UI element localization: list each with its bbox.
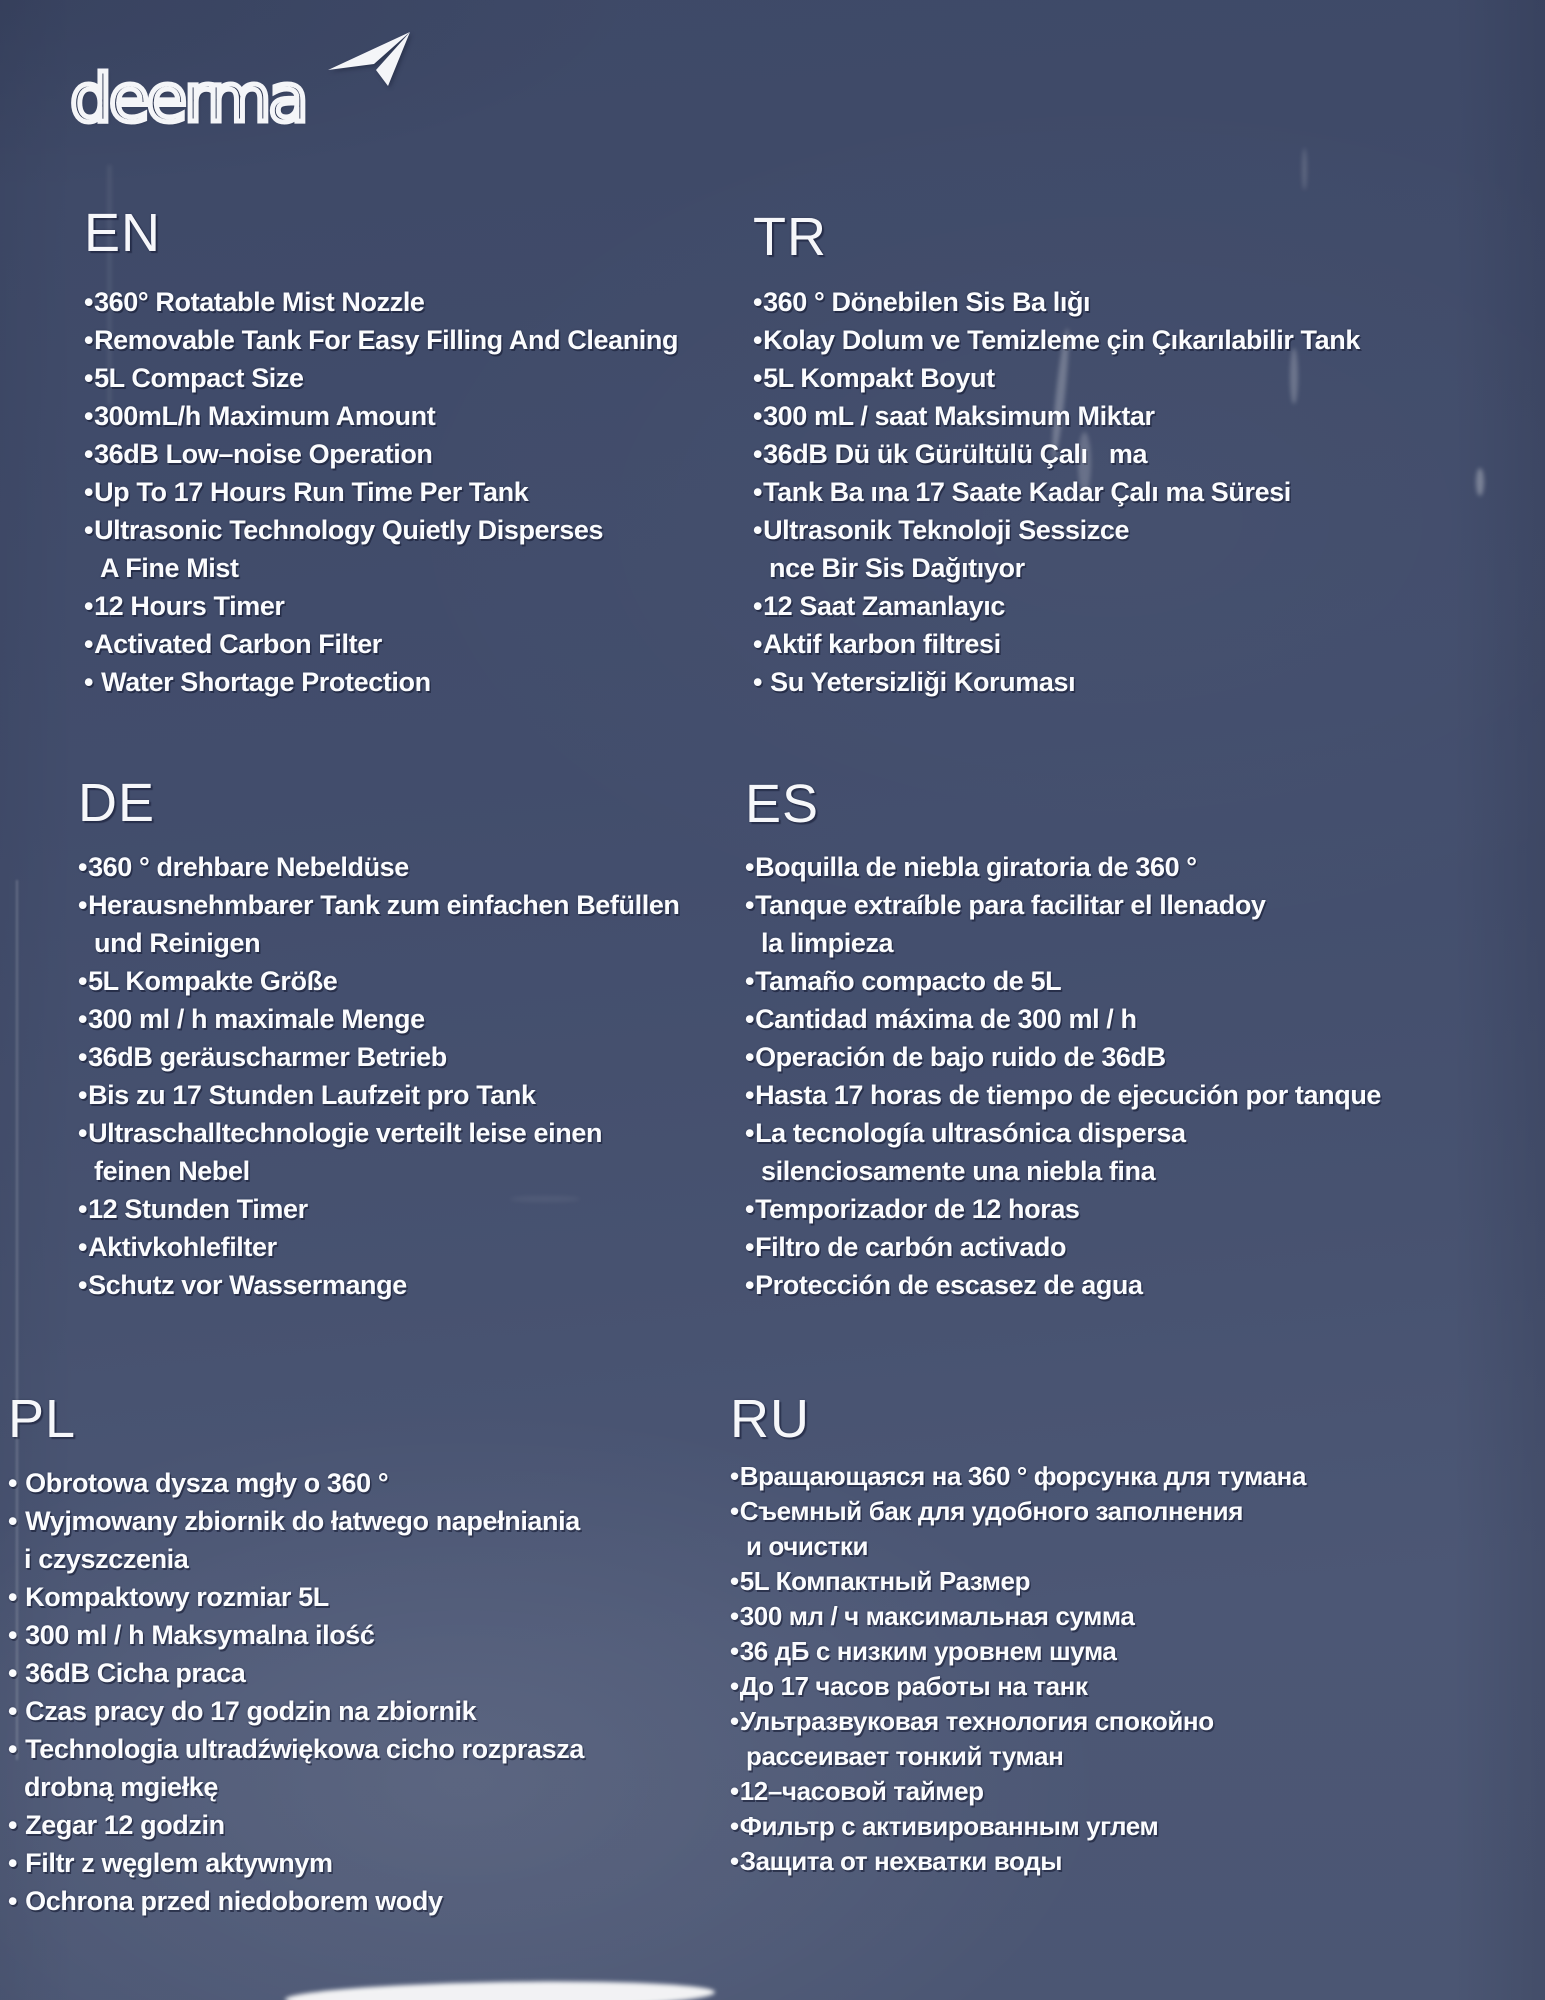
feature-line: •Hasta 17 horas de tiempo de ejecución por tanque bbox=[745, 1080, 1382, 1110]
bullet-icon: • bbox=[753, 363, 763, 393]
bullet-icon: • bbox=[730, 1706, 739, 1736]
feature-line: •Вращающаяся на 360 ° форсунка для тумана bbox=[730, 1461, 1307, 1491]
feature-line: и очистки bbox=[746, 1531, 869, 1561]
feature-line: •Защита от нехватки воды bbox=[730, 1846, 1063, 1876]
feature-line: •Boquilla de niebla giratoria de 360 ° bbox=[745, 852, 1197, 882]
bullet-icon: • bbox=[730, 1811, 739, 1841]
feature-line: •12 Saat Zamanlayıc bbox=[753, 591, 1006, 621]
bullet-icon: • bbox=[84, 325, 94, 355]
bullet-icon: • bbox=[78, 1194, 88, 1224]
section-heading-de: DE bbox=[78, 773, 156, 833]
feature-line: •12 Stunden Timer bbox=[78, 1194, 308, 1224]
feature-line: •Schutz vor Wassermange bbox=[78, 1270, 407, 1300]
bullet-icon: • bbox=[730, 1846, 739, 1876]
bullet-icon: • bbox=[730, 1636, 739, 1666]
deerma-logo bbox=[66, 44, 446, 144]
feature-line: •Filtro de carbón activado bbox=[745, 1232, 1067, 1262]
bullet-icon: • bbox=[78, 1080, 88, 1110]
scuff-mark bbox=[1302, 148, 1307, 190]
bullet-icon: • bbox=[84, 401, 94, 431]
bullet-icon: • bbox=[84, 515, 94, 545]
bullet-icon: • bbox=[753, 325, 763, 355]
feature-line: •Съемный бак для удобного заполнения bbox=[730, 1496, 1244, 1526]
feature-line: •300mL/h Maximum Amount bbox=[84, 401, 436, 431]
section-pl bbox=[8, 1389, 584, 1920]
feature-line: •5L Kompakte Größe bbox=[78, 966, 338, 996]
section-en bbox=[84, 203, 679, 701]
feature-line: silenciosamente una niebla fina bbox=[761, 1156, 1156, 1186]
bullet-icon: • bbox=[8, 1848, 18, 1878]
bullet-icon: • bbox=[84, 667, 94, 697]
bullet-icon: • bbox=[78, 1232, 88, 1262]
feature-line: •Aktif karbon filtresi bbox=[753, 629, 1001, 659]
bullet-icon: • bbox=[753, 401, 763, 431]
feature-line: •Operación de bajo ruido de 36dB bbox=[745, 1042, 1166, 1072]
bullet-icon: • bbox=[8, 1468, 18, 1498]
bullet-icon: • bbox=[78, 1042, 88, 1072]
bullet-icon: • bbox=[78, 852, 88, 882]
feature-line: •5L Kompakt Boyut bbox=[753, 363, 995, 393]
bullet-icon: • bbox=[84, 363, 94, 393]
bullet-icon: • bbox=[8, 1658, 18, 1688]
bullet-icon: • bbox=[753, 629, 763, 659]
bullet-icon: • bbox=[78, 1004, 88, 1034]
section-heading-ru: RU bbox=[730, 1389, 810, 1449]
bullet-icon: • bbox=[745, 1118, 755, 1148]
feature-line: •360° Rotatable Mist Nozzle bbox=[84, 287, 425, 317]
bullet-icon: • bbox=[8, 1506, 18, 1536]
bullet-icon: • bbox=[78, 890, 88, 920]
feature-line: •Tank Ba ına 17 Saate Kadar Çalı ma Süresi bbox=[753, 477, 1291, 507]
feature-line: •La tecnología ultrasónica dispersa bbox=[745, 1118, 1186, 1148]
feature-line: •Tamaño compacto de 5L bbox=[745, 966, 1062, 996]
feature-line: la limpieza bbox=[761, 928, 894, 958]
feature-line: •12–часовой таймер bbox=[730, 1776, 984, 1806]
feature-line: •300 мл / ч максимальная сумма bbox=[730, 1601, 1135, 1631]
feature-line: •Herausnehmbarer Tank zum einfachen Befüllen bbox=[78, 890, 680, 920]
feature-line: • Ochrona przed niedoborem wody bbox=[8, 1886, 443, 1916]
bullet-icon: • bbox=[8, 1810, 18, 1840]
bullet-icon: • bbox=[84, 591, 94, 621]
bullet-icon: • bbox=[78, 1118, 88, 1148]
feature-line: •Kolay Dolum ve Temizleme çin Çıkarılabilir Tank bbox=[753, 325, 1360, 355]
feature-list-ru bbox=[730, 1459, 1306, 1879]
feature-line: • Obrotowa dysza mgły o 360 ° bbox=[8, 1468, 389, 1498]
bullet-icon: • bbox=[745, 1080, 755, 1110]
bullet-icon: • bbox=[745, 852, 755, 882]
feature-line: •Tanque extraíble para facilitar el llenadoy bbox=[745, 890, 1266, 920]
bullet-icon: • bbox=[745, 890, 755, 920]
feature-line: •360 ° Dönebilen Sis Ba lığı bbox=[753, 287, 1091, 317]
feature-line: • Filtr z węglem aktywnym bbox=[8, 1848, 333, 1878]
feature-line: •До 17 часов работы на танк bbox=[730, 1671, 1088, 1701]
feature-line: drobną mgiełkę bbox=[24, 1772, 218, 1802]
bullet-icon: • bbox=[745, 1194, 755, 1224]
bullet-icon: • bbox=[730, 1601, 739, 1631]
feature-line: •Activated Carbon Filter bbox=[84, 629, 382, 659]
bullet-icon: • bbox=[745, 1270, 755, 1300]
bullet-icon: • bbox=[753, 515, 763, 545]
paper-plane-icon bbox=[328, 30, 412, 88]
logo-wordmark: deerma bbox=[70, 60, 306, 137]
section-heading-tr: TR bbox=[753, 207, 827, 267]
feature-line: • Water Shortage Protection bbox=[84, 667, 431, 697]
bullet-icon: • bbox=[745, 1042, 755, 1072]
feature-line: • Kompaktowy rozmiar 5L bbox=[8, 1582, 329, 1612]
feature-line: рассеивает тонкий туман bbox=[746, 1741, 1064, 1771]
section-heading-es: ES bbox=[745, 774, 820, 834]
bullet-icon: • bbox=[730, 1566, 739, 1596]
bullet-icon: • bbox=[753, 477, 763, 507]
feature-line: • Wyjmowany zbiornik do łatwego napełniania bbox=[8, 1506, 580, 1536]
feature-list-en bbox=[84, 283, 678, 701]
feature-line: •Up To 17 Hours Run Time Per Tank bbox=[84, 477, 529, 507]
feature-line: i czyszczenia bbox=[24, 1544, 189, 1574]
section-heading-pl: PL bbox=[8, 1389, 77, 1449]
bullet-icon: • bbox=[8, 1886, 18, 1916]
bullet-icon: • bbox=[730, 1671, 739, 1701]
feature-list-pl bbox=[8, 1464, 584, 1920]
bullet-icon: • bbox=[753, 439, 763, 469]
bullet-icon: • bbox=[753, 667, 763, 697]
feature-line: • Zegar 12 godzin bbox=[8, 1810, 225, 1840]
feature-line: •300 mL / saat Maksimum Miktar bbox=[753, 401, 1155, 431]
feature-line: •Ultrasonic Technology Quietly Disperses bbox=[84, 515, 604, 545]
bullet-icon: • bbox=[8, 1696, 18, 1726]
scuff-mark bbox=[1476, 468, 1484, 496]
section-heading-en: EN bbox=[84, 203, 162, 263]
bullet-icon: • bbox=[8, 1620, 18, 1650]
feature-list-de bbox=[78, 848, 680, 1304]
feature-line: •36 дБ с низким уровнем шума bbox=[730, 1636, 1117, 1666]
bullet-icon: • bbox=[730, 1496, 739, 1526]
feature-line: •36dB geräuscharmer Betrieb bbox=[78, 1042, 447, 1072]
feature-line: •36dB Dü ük Gürültülü Çalı ma bbox=[753, 439, 1148, 469]
feature-line: feinen Nebel bbox=[94, 1156, 250, 1186]
feature-line: •Фильтр с активированным углем bbox=[730, 1811, 1159, 1841]
feature-line: •36dB Low–noise Operation bbox=[84, 439, 433, 469]
feature-line: • 36dB Cicha praca bbox=[8, 1658, 246, 1688]
feature-line: •Temporizador de 12 horas bbox=[745, 1194, 1080, 1224]
section-es bbox=[745, 774, 1382, 1304]
feature-line: •Protección de escasez de agua bbox=[745, 1270, 1143, 1300]
bullet-icon: • bbox=[753, 591, 763, 621]
feature-line: • Czas pracy do 17 godzin na zbiornik bbox=[8, 1696, 477, 1726]
bullet-icon: • bbox=[78, 966, 88, 996]
feature-line: •Removable Tank For Easy Filling And Cleaning bbox=[84, 325, 679, 355]
section-tr bbox=[753, 207, 1360, 701]
section-de bbox=[78, 773, 680, 1304]
bullet-icon: • bbox=[753, 287, 763, 317]
feature-line: •Cantidad máxima de 300 ml / h bbox=[745, 1004, 1137, 1034]
feature-line: nce Bir Sis Dağıtıyor bbox=[769, 553, 1025, 583]
feature-line: •Ultraschalltechnologie verteilt leise einen bbox=[78, 1118, 603, 1148]
feature-line: • Technologia ultradźwiękowa cicho rozprasza bbox=[8, 1734, 584, 1764]
box-bottom-edge-highlight bbox=[285, 1978, 715, 2000]
feature-line: •300 ml / h maximale Menge bbox=[78, 1004, 425, 1034]
feature-line: • 300 ml / h Maksymalna ilość bbox=[8, 1620, 375, 1650]
bullet-icon: • bbox=[8, 1734, 18, 1764]
feature-line: •360 ° drehbare Nebeldüse bbox=[78, 852, 409, 882]
bullet-icon: • bbox=[84, 439, 94, 469]
bullet-icon: • bbox=[84, 287, 94, 317]
bullet-icon: • bbox=[78, 1270, 88, 1300]
feature-line: •5L Компактный Размер bbox=[730, 1566, 1031, 1596]
bullet-icon: • bbox=[745, 1232, 755, 1262]
bullet-icon: • bbox=[745, 966, 755, 996]
feature-line: •Aktivkohlefilter bbox=[78, 1232, 277, 1262]
feature-line: •Ultrasonik Teknoloji Sessizce bbox=[753, 515, 1130, 545]
feature-line: •12 Hours Timer bbox=[84, 591, 285, 621]
bullet-icon: • bbox=[8, 1582, 18, 1612]
bullet-icon: • bbox=[730, 1461, 739, 1491]
feature-line: und Reinigen bbox=[94, 928, 261, 958]
feature-line: •Ультразвуковая технология спокойно bbox=[730, 1706, 1214, 1736]
bullet-icon: • bbox=[745, 1004, 755, 1034]
section-ru bbox=[730, 1389, 1307, 1879]
feature-line: A Fine Mist bbox=[100, 553, 239, 583]
bullet-icon: • bbox=[84, 477, 94, 507]
bullet-icon: • bbox=[84, 629, 94, 659]
bullet-icon: • bbox=[730, 1776, 739, 1806]
feature-line: •5L Compact Size bbox=[84, 363, 304, 393]
feature-line: •Bis zu 17 Stunden Laufzeit pro Tank bbox=[78, 1080, 536, 1110]
feature-list-tr bbox=[753, 283, 1360, 701]
feature-list-es bbox=[745, 848, 1381, 1304]
feature-line: • Su Yetersizliği Koruması bbox=[753, 667, 1076, 697]
